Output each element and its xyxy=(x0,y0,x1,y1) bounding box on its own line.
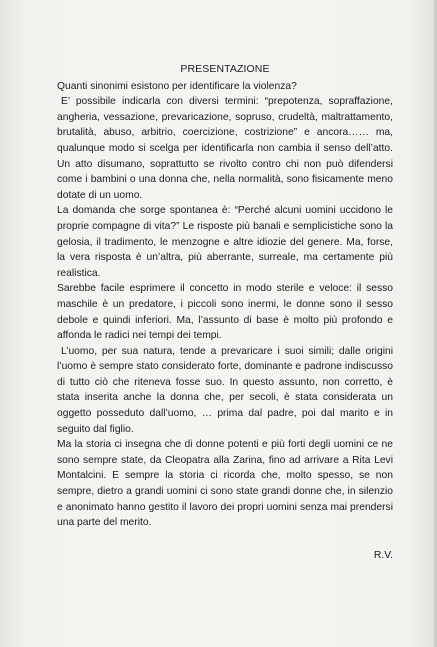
document-title: PRESENTAZIONE xyxy=(180,63,270,75)
document-body xyxy=(57,62,393,561)
paragraph-man-nature: L’uomo, per sua natura, tende a prevaricare i suoi simili; dalle origini l’uomo è sempre stato considerato forte, dominante e padrone indiscusso di tutto ciò che riteneva fosse suo. In questo assunto, non corretto, è stata inserita anche la donna che, per secoli, è stata considerata un oggetto posseduto dall’uomo, … prima dal padre, poi dal marito e in seguito dal figlio. xyxy=(57,345,393,435)
paragraph-question-why: La domanda che sorge spontanea è: “Perché alcuni uomini uccidono le proprie compagne di vita?” Le risposte più banali e semplicistiche sono la gelosia, il tradimento, le menzogne e altre idiozie del genere. Ma, forse, la vera risposta è un’altra, più aberrante, surreale, ma certamente più realistica. xyxy=(57,205,393,279)
paragraph-history: Ma la storia ci insegna che di donne potenti e più forti degli uomini ce ne sono sempre state, da Cleopatra alla Zarina, fino ad arrivare a Rita Levi Montalcini. E sempre la storia ci ricorda che, molto spesso, se non sempre, dietro a grandi uomini ci sono state grandi donne che, in silenzio e anonimato hanno gestito il lavoro dei propri uomini senza mai prendersi una parte del merito. xyxy=(57,439,393,529)
paragraph-synonyms: E’ possibile indicarla con diversi termini: “prepotenza, sopraffazione, angheria, vessazione, prevaricazione, sopruso, crudeltà, maltrattamento, brutalità, abuso, arbitrio, coercizione, costrizione” e ancora…… ma, qualunque modo si scelga per identificarla non cambia il senso dell’atto. Un atto disumano, soprattutto se rivolto contro chi non può difendersi come i bambini o una donna che, nella normalità, sono fisicamente meno dotate di un uomo. xyxy=(57,96,393,201)
paragraph-question: Quanti sinonimi esistono per identificare la violenza? xyxy=(57,80,297,92)
signature-initials: R.V. xyxy=(373,549,393,561)
paragraph-concept: Sarebbe facile esprimere il concetto in modo sterile e veloce: il sesso maschile è un predatore, i piccoli sono inermi, le donne sono il sesso debole e quindi inferiori. Ma, l’assunto di base è molto più profondo e affonda le radici nei tempi dei tempi. xyxy=(57,283,393,342)
